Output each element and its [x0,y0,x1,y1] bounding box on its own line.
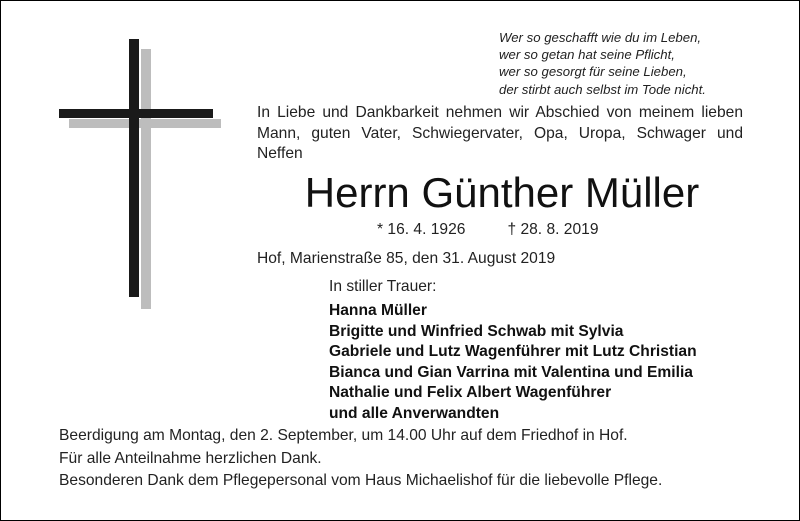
poem-line: Wer so geschafft wie du im Leben, [499,30,702,45]
mourner-name: Bianca und Gian Varrina mit Valentina und Emilia [329,363,693,381]
death-date: † 28. 8. 2019 [507,221,599,238]
cross-vertical [129,39,139,297]
poem [499,29,789,98]
mourner-name: und alle Anverwandten [329,404,500,422]
cross-shadow-vertical [141,49,151,309]
mourner-name: Nathalie und Felix Albert Wagenführer [329,384,612,402]
poem-line: der stirbt auch selbst im Tode nicht. [499,81,706,97]
funeral-info: Beerdigung am Montag, den 2. September, um 14.00 Uhr auf dem Friedhof in Hof. [59,427,628,444]
poem-line: wer so gesorgt für seine Lieben, [499,64,687,80]
mourner-name: Brigitte und Winfried Schwab mit Sylvia [329,322,624,340]
life-dates [377,219,599,241]
intro-text: In Liebe und Dankbarkeit nehmen wir Abschied von meinem lieben Mann, guten Vater, Schwiegervater, Opa, Uropa, Schwager und Neffen [257,104,743,162]
mourners-list [329,301,697,425]
cross-icon [57,39,227,311]
deceased-name: Herrn Günther Müller [304,169,700,216]
birth-date: * 16. 4. 1926 [377,221,466,238]
special-thanks-line: Besonderen Dank dem Pflegepersonal vom Haus Michaelishof für die liebevolle Pflege. [59,472,663,489]
cross-horizontal [59,109,213,118]
place-date: Hof, Marienstraße 85, den 31. August 2019 [257,250,556,267]
closing-notes [59,425,662,493]
mourning-label: In stiller Trauer: [329,278,437,295]
mourner-name: Hanna Müller [329,302,427,319]
mourner-name: Gabriele und Lutz Wagenführer mit Lutz Christian [329,343,697,361]
cross-shadow-horizontal [69,119,221,128]
poem-line: wer so getan hat seine Pflicht, [499,47,675,63]
thanks-line: Für alle Anteilnahme herzlichen Dank. [59,449,322,467]
